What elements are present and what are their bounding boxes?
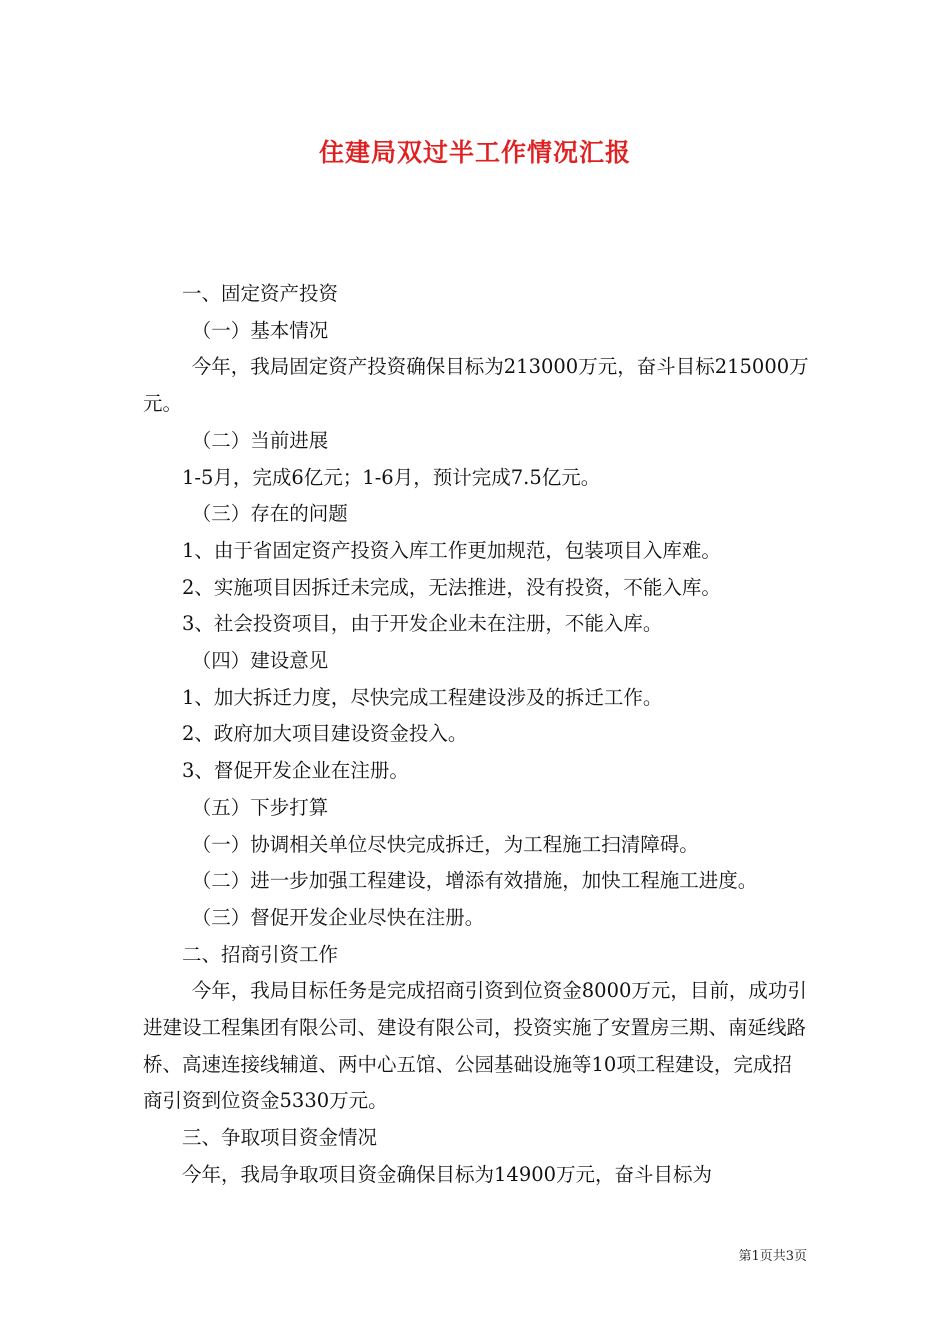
paragraph: 1-5月，完成6亿元；1-6月，预计完成7.5亿元。 [182,465,601,489]
list-item: （一）协调相关单位尽快完成拆迁，为工程施工扫清障碍。 [191,832,699,856]
list-item: 1、由于省固定资产投资入库工作更加规范，包装项目入库难。 [182,538,721,562]
list-item: （二）进一步加强工程建设，增添有效措施，加快工程施工进度。 [191,869,758,893]
document-body [143,276,811,1194]
list-item: （三）督促开发企业尽快在注册。 [191,905,485,929]
list-item: 2、实施项目因拆迁未完成，无法推进，没有投资，不能入库。 [182,575,721,599]
subsection-heading: （五）下步打算 [191,795,329,819]
paragraph: 今年，我局固定资产投资确保目标为213000万元，奋斗目标215000万元。 [143,355,809,416]
list-item: 1、加大拆迁力度，尽快完成工程建设涉及的拆迁工作。 [182,685,663,709]
subsection-heading: （二）当前进展 [191,428,329,452]
list-item: 3、社会投资项目，由于开发企业未在注册，不能入库。 [182,612,663,636]
section-heading: 二、招商引资工作 [182,942,339,966]
paragraph: 今年，我局争取项目资金确保目标为14900万元，奋斗目标为 [182,1162,713,1186]
section-heading: 一、固定资产投资 [182,282,339,305]
subsection-heading: （一）基本情况 [191,318,329,342]
list-item: 2、政府加大项目建设资金投入。 [182,722,468,746]
paragraph: 今年，我局目标任务是完成招商引资到位资金8000万元，目前，成功引进建设工程集团有限公司、建设有限公司，投资实施了安置房三期、南延线路桥、高速连接线辅道、两中心五馆、公园基础设施等10项工程建设，完成招商引资到位资金5330万元。 [143,979,807,1113]
subsection-heading: （三）存在的问题 [191,502,348,526]
page-number: 第1页共3页 [738,1249,807,1264]
subsection-heading: （四）建设意见 [191,649,329,673]
document-title: 住建局双过半工作情况汇报 [318,138,631,167]
section-heading: 三、争取项目资金情况 [182,1126,378,1150]
list-item: 3、督促开发企业在注册。 [182,759,409,783]
